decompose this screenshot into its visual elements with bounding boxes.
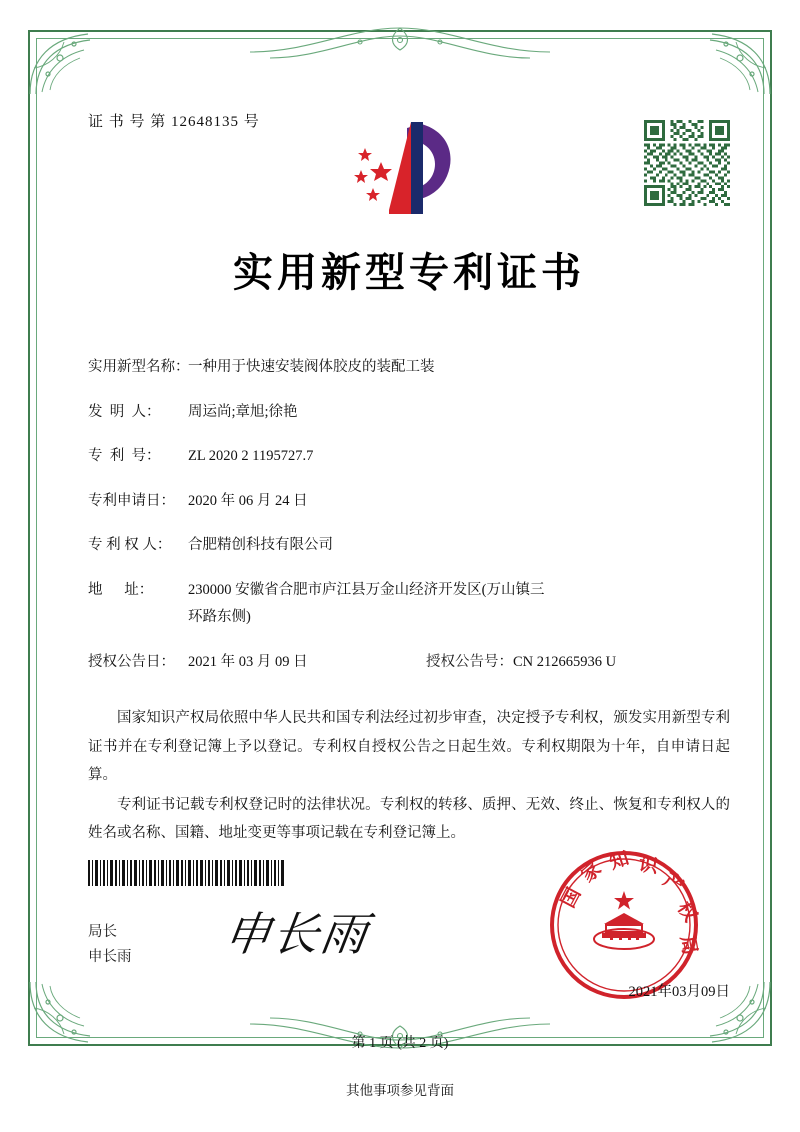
page-title: 实用新型专利证书: [233, 249, 585, 296]
top-ornament-icon: [250, 22, 550, 70]
field-value-patentee: 合肥精创科技有限公司: [188, 537, 333, 554]
field-row-grant: [88, 649, 730, 677]
legal-paragraph-2: 专利证书记载专利权登记时的法律状况。专利权的转移、质押、无效、终止、恢复和专利权人的姓名或名称、国籍、地址变更等事项记载在专利登记簿上。: [88, 797, 730, 842]
svg-text:知: 知: [606, 846, 632, 874]
certificate-content: [88, 110, 730, 850]
svg-text:权: 权: [672, 897, 702, 926]
field-label-patent-no: 专 利 号：: [88, 448, 161, 465]
field-value-grant-date: 2021 年 03 月 09 日: [188, 653, 308, 670]
svg-text:国: 国: [556, 884, 586, 912]
field-label-address: 地 址：: [88, 581, 154, 598]
field-row-address: [88, 577, 730, 632]
address-line-1: 230000 安徽省合肥市庐江县万金山经济开发区(万山镇三: [188, 581, 545, 598]
svg-text:产: 产: [659, 868, 688, 898]
signer-block: [88, 920, 132, 971]
field-value-patent-no: ZL 2020 2 1195727.7: [188, 448, 314, 465]
field-row: [88, 488, 730, 516]
field-value-grant-no: CN 212665936 U: [513, 653, 617, 670]
svg-text:局: 局: [676, 934, 702, 957]
field-list: [88, 354, 730, 676]
field-label-patentee: 专 利 权 人：: [88, 537, 172, 554]
field-value-filing-date: 2020 年 06 月 24 日: [188, 492, 308, 509]
field-row: [88, 354, 730, 382]
address-line-2: 环路东侧): [188, 609, 251, 626]
field-label-grant-no: 授权公告号：: [426, 653, 513, 670]
page-number: 第 1 页 (共 2 页): [351, 1036, 449, 1051]
seal-date: 2021年03月09日: [628, 984, 730, 1000]
barcode-icon: [88, 860, 284, 886]
field-label-grant-date: 授权公告日：: [88, 653, 175, 670]
field-label-name: 实用新型名称：: [88, 359, 190, 375]
handwritten-signature: 申长雨: [220, 907, 373, 961]
svg-text:识: 识: [637, 853, 660, 878]
qr-code-icon: [644, 120, 730, 206]
legal-text: [88, 704, 730, 847]
field-value-address: [188, 577, 730, 632]
field-label-filing-date: 专利申请日：: [88, 492, 175, 509]
field-row: [88, 532, 730, 560]
cnipa-emblem-icon: [349, 118, 469, 223]
field-row: [88, 399, 730, 427]
field-label-inventors: 发 明 人：: [88, 403, 161, 420]
field-row: [88, 443, 730, 471]
back-side-note: 其他事项参见背面: [346, 1083, 454, 1098]
signer-name: 申长雨: [88, 949, 132, 966]
field-value-name: 一种用于快速安装阀体胶皮的装配工装: [188, 359, 435, 375]
svg-text:家: 家: [576, 857, 606, 887]
signer-role: 局长: [88, 924, 117, 940]
field-value-inventors: 周运尚;章旭;徐艳: [188, 403, 298, 420]
certificate-number: 证 书 号 第 12648135 号: [88, 114, 260, 130]
legal-paragraph-1: 国家知识产权局依照中华人民共和国专利法经过初步审查，决定授予专利权，颁发实用新型专利证书并在专利登记簿上予以登记。专利权自授权公告之日起生效。专利权期限为十年，自申请日起算。: [88, 710, 730, 783]
